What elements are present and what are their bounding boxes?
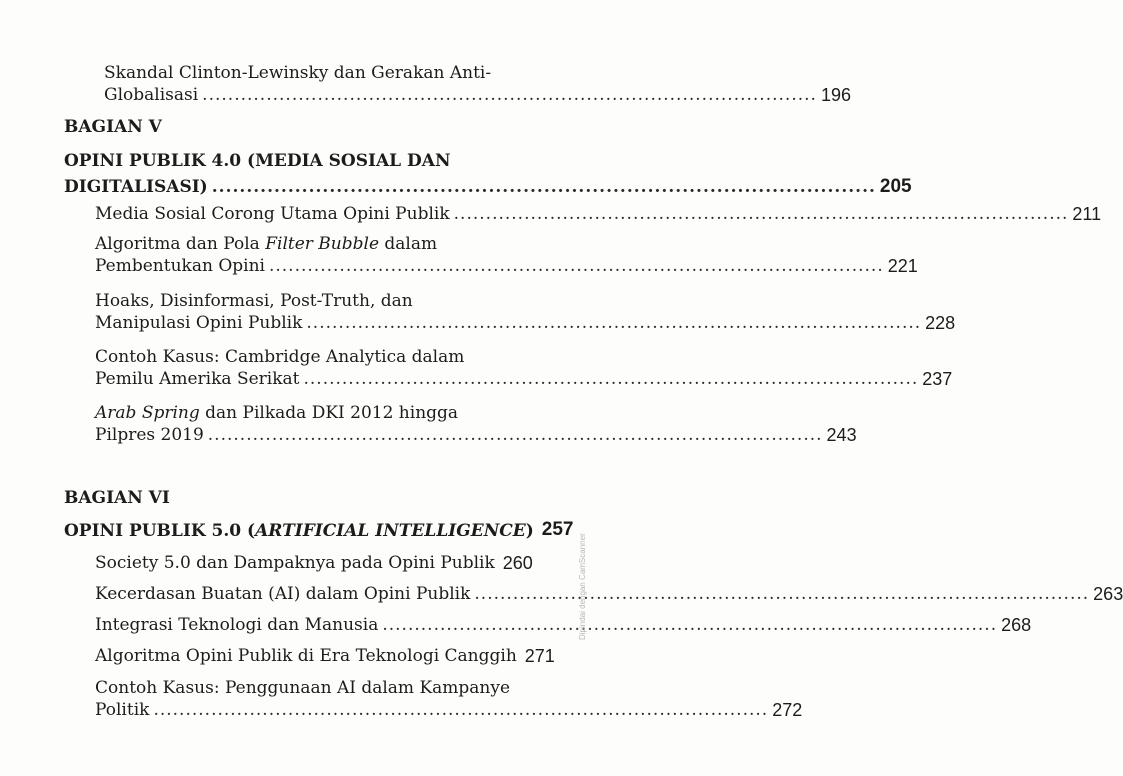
text-span: dan Pilkada DKI 2012 hingga bbox=[199, 403, 459, 423]
leader-dots: ................................................................................................ bbox=[453, 204, 1069, 224]
toc-entry bbox=[95, 614, 1032, 636]
leader-dots: ................................................................................................ bbox=[268, 256, 884, 276]
toc-entry-line: Contoh Kasus: Cambridge Analytica dalam bbox=[95, 347, 465, 367]
toc-entry-line: Media Sosial Corong Utama Opini Publik bbox=[95, 204, 450, 224]
page-number: 243 bbox=[826, 425, 857, 445]
leader-dots: ................................................................................................ bbox=[306, 313, 922, 333]
toc-entry-line: Integrasi Teknologi dan Manusia bbox=[95, 615, 379, 635]
part-title bbox=[64, 148, 912, 200]
page-number: 272 bbox=[772, 700, 803, 720]
leader-dots: ................................................................................................ bbox=[382, 615, 998, 635]
toc-entry-line: Politik bbox=[95, 700, 150, 720]
toc-entry bbox=[95, 677, 803, 721]
toc-entry bbox=[95, 290, 956, 334]
text-span: Algoritma dan Pola bbox=[95, 234, 266, 254]
toc-entry bbox=[95, 552, 532, 574]
part-title-line: DIGITALISASI) bbox=[64, 177, 208, 197]
italic-term: Arab Spring bbox=[95, 403, 200, 423]
toc-entry-line: Pemilu Amerika Serikat bbox=[95, 369, 300, 389]
page-number: 237 bbox=[922, 369, 953, 389]
toc-entry-line: Pilpres 2019 bbox=[95, 425, 204, 445]
toc-entry-line: Society 5.0 dan Dampaknya pada Opini Publik bbox=[95, 553, 495, 573]
part-label: BAGIAN V bbox=[64, 117, 162, 137]
italic-term: ARTIFICIAL INTELLIGENCE bbox=[255, 521, 526, 541]
toc-entry bbox=[95, 203, 1102, 225]
page-number: 211 bbox=[1072, 204, 1102, 224]
part-title bbox=[64, 519, 574, 541]
page-number: 205 bbox=[879, 176, 912, 197]
page-number: 268 bbox=[1001, 615, 1032, 635]
toc-entry-clinton bbox=[104, 62, 851, 106]
text-span: dalam bbox=[379, 234, 438, 254]
part-title-line: OPINI PUBLIK 4.0 (MEDIA SOSIAL DAN bbox=[64, 151, 451, 171]
leader-dots: ................................................................................................ bbox=[211, 177, 876, 197]
text-span: ) bbox=[525, 521, 534, 541]
italic-term: Filter Bubble bbox=[265, 234, 380, 254]
page-number: 196 bbox=[820, 85, 851, 105]
toc-entry bbox=[95, 645, 555, 667]
part-label: BAGIAN VI bbox=[64, 488, 170, 508]
toc-entry-line: Algoritma Opini Publik di Era Teknologi Canggih bbox=[95, 646, 517, 666]
page-number: 228 bbox=[925, 313, 956, 333]
leader-dots: ................................................................................................ bbox=[202, 85, 817, 105]
toc-entry-line: Kecerdasan Buatan (AI) dalam Opini Publik bbox=[95, 584, 471, 604]
page-number: 263 bbox=[1093, 584, 1123, 604]
toc-entry bbox=[95, 233, 918, 277]
page-number: 271 bbox=[524, 646, 555, 666]
leader-dots: ................................................................................................ bbox=[207, 425, 823, 445]
toc-entry bbox=[95, 402, 857, 446]
toc-entry-line: Globalisasi bbox=[104, 85, 199, 105]
part-title-line bbox=[64, 521, 534, 541]
leader-dots: ................................................................................................ bbox=[303, 369, 919, 389]
toc-entry-line: Contoh Kasus: Penggunaan AI dalam Kampanye bbox=[95, 678, 511, 698]
toc-entry bbox=[95, 346, 953, 390]
toc-entry-line: Pembentukan Opini bbox=[95, 256, 265, 276]
toc-entry-line: Manipulasi Opini Publik bbox=[95, 313, 303, 333]
toc-entry bbox=[95, 583, 1123, 605]
toc-entry-line bbox=[95, 402, 532, 424]
leader-dots: ................................................................................................ bbox=[474, 584, 1090, 604]
leader-dots: ................................................................................................ bbox=[153, 700, 769, 720]
toc-entry-line: Skandal Clinton-Lewinsky dan Gerakan Anti- bbox=[104, 63, 492, 83]
scanner-watermark: Dipindai dengan CamScanner bbox=[578, 533, 587, 640]
toc-entry-line bbox=[95, 233, 532, 255]
page-number: 257 bbox=[541, 519, 574, 540]
toc-entry-line: Hoaks, Disinformasi, Post-Truth, dan bbox=[95, 291, 413, 311]
text-span: OPINI PUBLIK 5.0 ( bbox=[64, 521, 256, 541]
page-number: 221 bbox=[887, 256, 918, 276]
page-number: 260 bbox=[502, 553, 533, 573]
